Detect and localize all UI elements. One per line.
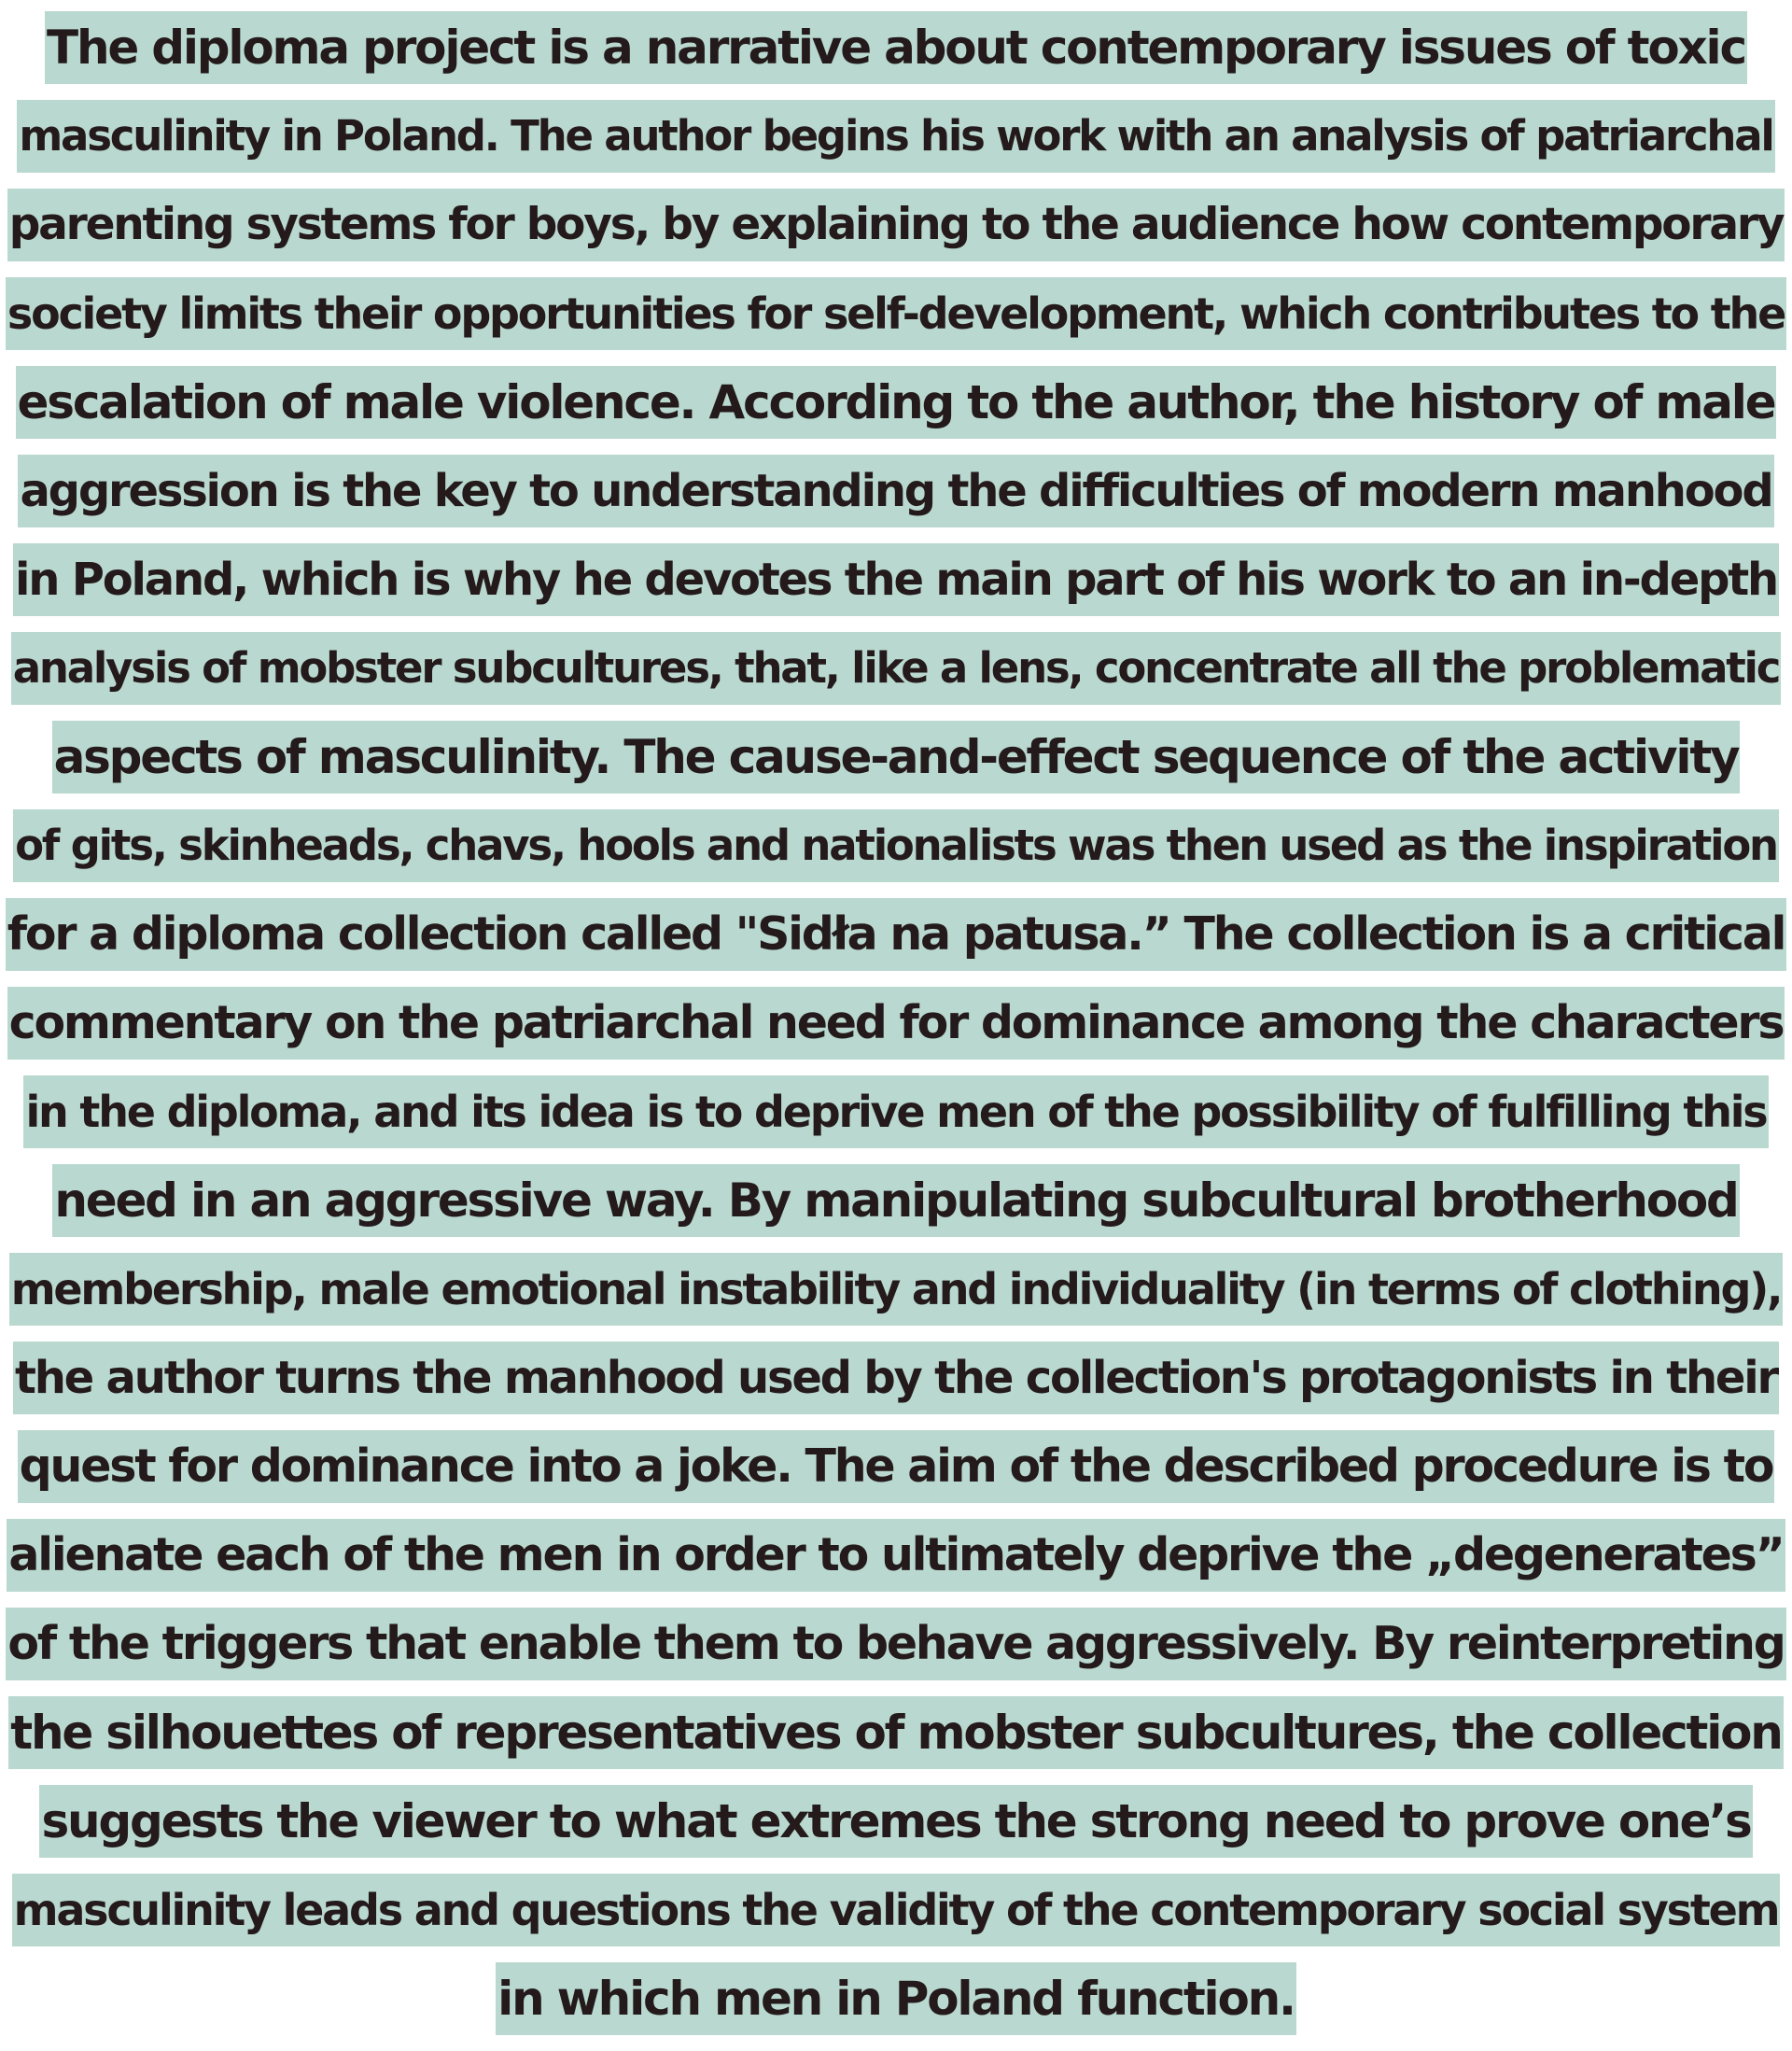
paragraph-line-14: need in an aggressive way. By manipulating subcultural brotherhood [52,1164,1739,1237]
paragraph-line-18: alienate each of the men in order to ultimately deprive the „degenerates” [7,1519,1785,1592]
paragraph-line-12: commentary on the patriarchal need for dominance among the characters [7,987,1785,1060]
paragraph-line-11: for a diploma collection called "Sidła na patusa.” The collection is a critical [6,898,1786,971]
paragraph-line-2: masculinity in Poland. The author begins his work with an analysis of patriarchal [17,100,1774,173]
paragraph-line-13: in the diploma, and its idea is to deprive men of the possibility of fulfilling this [23,1075,1768,1148]
paragraph-line-21: suggests the viewer to what extremes the strong need to prove one’s [39,1785,1752,1858]
paragraph-line-20: the silhouettes of representatives of mobster subcultures, the collection [8,1696,1783,1769]
highlighted-paragraph [0,11,1792,2051]
paragraph-line-19: of the triggers that enable them to behave aggressively. By reinterpreting [6,1608,1785,1680]
paragraph-line-3: parenting systems for boys, by explaining to the audience how contemporary [7,189,1785,261]
paragraph-line-10: of gits, skinheads, chavs, hools and nationalists was then used as the inspiration [13,809,1779,882]
paragraph-line-6: aggression is the key to understanding the difficulties of modern manhood [18,455,1773,527]
paragraph-line-22: masculinity leads and questions the validity of the contemporary social system [12,1874,1781,1946]
paragraph-line-4: society limits their opportunities for self-development, which contributes to the [6,277,1786,350]
paragraph-line-8: analysis of mobster subcultures, that, like a lens, concentrate all the problematic [11,632,1782,705]
paragraph-line-7: in Poland, which is why he devotes the main part of his work to an in-depth [13,543,1779,616]
paragraph-line-17: quest for dominance into a joke. The aim of the described procedure is to [18,1430,1775,1503]
paragraph-line-15: membership, male emotional instability and individuality (in terms of clothing), [9,1253,1784,1326]
paragraph-line-1: The diploma project is a narrative about contemporary issues of toxic [45,11,1747,84]
paragraph-line-5: escalation of male violence. According to the author, the history of male [16,366,1777,439]
paragraph-line-9: aspects of masculinity. The cause-and-effect sequence of the activity [52,721,1741,794]
paragraph-line-16: the author turns the manhood used by the collection's protagonists in their [13,1342,1779,1414]
paragraph-line-23: in which men in Poland function. [496,1962,1296,2035]
